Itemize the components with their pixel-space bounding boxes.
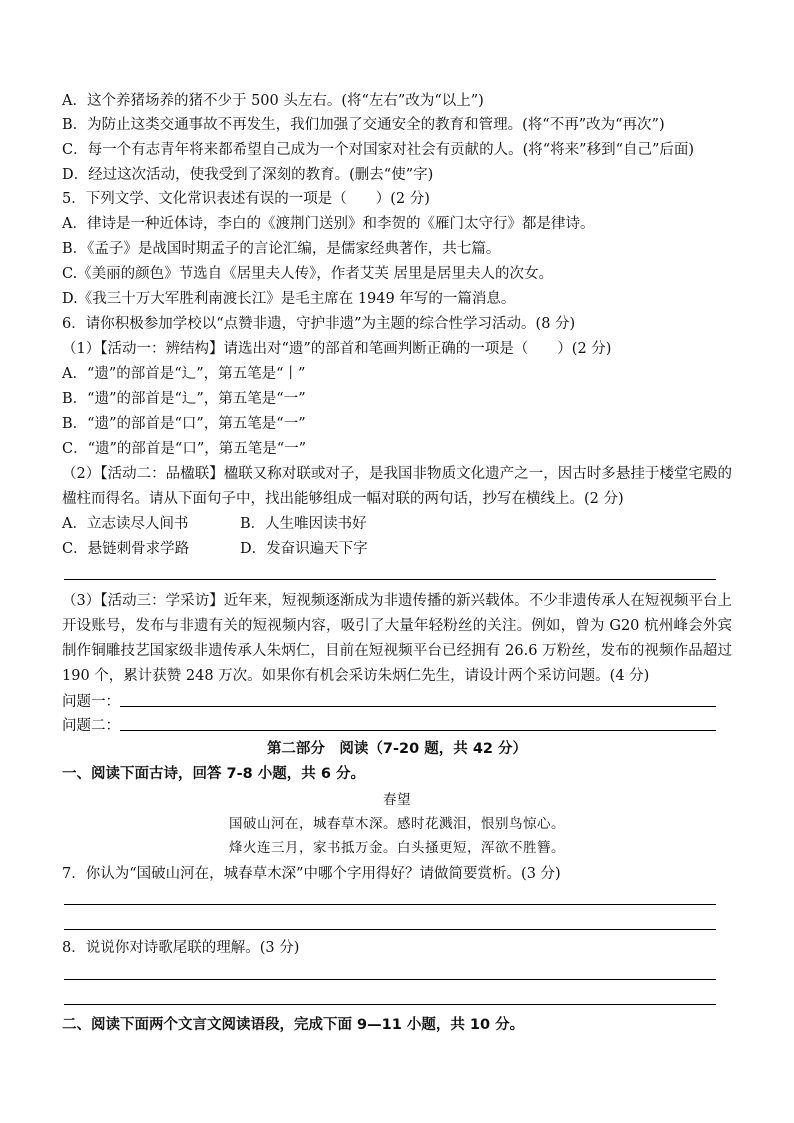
answer-line-question-2[interactable] [120,730,716,731]
couplet-option-a: A．立志读尽人间书 [62,516,189,532]
couplet-option-d: D．发奋识遍天下字 [240,541,368,557]
q6-1-option-c: C．“遗”的部首是“口”，第五笔是“一” [62,441,307,457]
answer-line-q7-2[interactable] [64,929,716,930]
answer-line-q8-2[interactable] [64,1004,716,1005]
q6-1-option-b: B．“遗”的部首是“辶”，第五笔是“一” [62,391,306,407]
section-1-heading: 一、阅读下面古诗，回答 7-8 小题，共 6 分。 [62,766,365,782]
answer-line-question-1[interactable] [120,706,716,707]
poem-title: 春望 [383,792,411,808]
question-7: 7．你认为“国破山河在，城春草木深”中哪个字用得好？请做简要赏析。(3 分) [62,866,561,882]
q5-option-a: A．律诗是一种近体诗，李白的《渡荆门送别》和李贺的《雁门太守行》都是律诗。 [62,216,595,232]
interview-question-2-label: 问题二： [62,718,120,734]
q5-option-c: C.《美丽的颜色》节选自《居里夫人传》，作者艾芙 居里是居里夫人的次女。 [62,266,554,282]
question-6-2: （2）【活动二：品楹联】楹联又称对联或对子，是我国非物质文化遗产之一，因古时多悬挂于楼堂宅殿的楹柱而得名。请从下面句子中，找出能够组成一幅对联的两句话，抄写在横线上。(2 分) [62,466,732,507]
q6-1-option-b2: B．“遗”的部首是“口”，第五笔是“一” [62,416,306,432]
q4-option-a: A．这个养猪场养的猪不少于 500 头左右。(将“左右”改为“以上”) [62,93,484,109]
q6-1-option-a: A．“遗”的部首是“辶”，第五笔是“丨” [62,366,306,382]
question-6-3: （3）【活动三：学采访】近年来，短视频逐渐成为非遗传播的新兴载体。不少非遗传承人在短视频平台上开设账号，发布与非遗有关的短视频内容，吸引了大量年轻粉丝的关注。例如，曾为 G20 杭州峰会外宾制作铜雕技艺国家级非遗传承人朱炳仁，目前在短视频平台已经拥有 26.6 万粉丝，发布的视频作品超过 190 个，累计获赞 248 万次。如果你有机会采访朱炳仁先生，请设计两个采访问题。(4 分) [62,593,732,684]
couplet-option-c: C．悬链刺骨求学路 [62,541,190,557]
q4-option-b: B．为防止这类交通事故不再发生，我们加强了交通安全的教育和管理。(将“不再”改为“再次”) [62,117,665,133]
q4-option-c: C．每一个有志青年将来都希望自己成为一个对国家对社会有贡献的人。(将“将来”移到“自己”后面) [62,142,695,158]
q5-option-b: B．《孟子》是战国时期孟子的言论汇编，是儒家经典著作，共七篇。 [62,241,501,257]
part-2-heading: 第二部分 阅读（7-20 题，共 42 分） [266,741,528,757]
poem-line-2: 烽火连三月，家书抵万金。白头搔更短，浑欲不胜簪。 [229,840,565,856]
q4-option-d: D．经过这次活动，使我受到了深刻的教育。(删去“使”字) [62,167,434,183]
poem-line-1: 国破山河在，城春草木深。感时花溅泪，恨别鸟惊心。 [229,816,565,832]
couplet-options-row-2 [62,537,732,561]
answer-line-q8-1[interactable] [64,979,716,980]
interview-question-1-label: 问题一： [62,694,120,710]
q5-option-d: D.《我三十万大军胜利南渡长江》是毛主席在 1949 年写的一篇消息。 [62,291,516,307]
question-5: 5．下列文学、文化常识表述有误的一项是（ ）(2 分) [62,191,430,207]
couplet-option-b: B．人生唯因读书好 [240,516,367,532]
question-6-1: （1）【活动一：辨结构】请选出对“遗”的部首和笔画判断正确的一项是（ ）(2 分) [62,341,612,357]
couplet-options-row-1 [62,512,732,536]
question-8: 8．说说你对诗歌尾联的理解。(3 分) [62,940,300,956]
question-6: 6．请你积极参加学校以“点赞非遗，守护非遗”为主题的综合性学习活动。(8 分) [62,316,576,332]
answer-line-couplet[interactable] [64,579,716,580]
section-2-heading: 二、阅读下面两个文言文阅读语段，完成下面 9—11 小题，共 10 分。 [62,1017,525,1033]
answer-line-q7-1[interactable] [64,904,716,905]
